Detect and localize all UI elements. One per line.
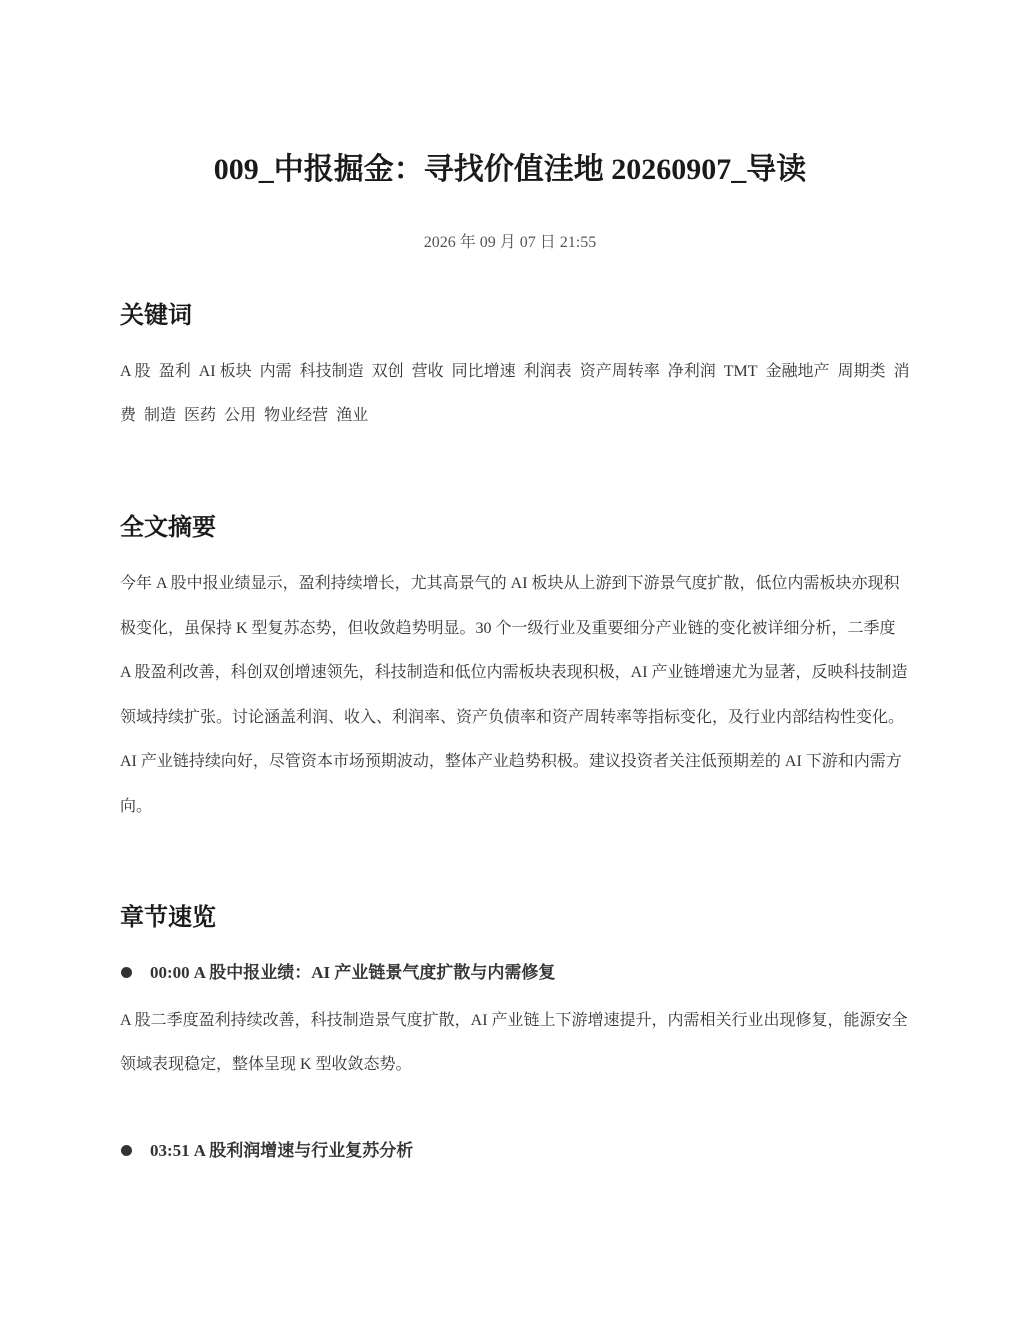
keyword-tag: 公用 <box>224 407 257 424</box>
chapters-heading: 章节速览 <box>120 905 216 931</box>
keywords-heading: 关键词 <box>120 303 192 329</box>
bullet-icon <box>121 1145 132 1156</box>
chapter-title <box>150 958 555 988</box>
keywords-list <box>120 350 910 438</box>
chapter-timestamp: 00:00 <box>150 963 190 982</box>
keyword-tag: 消费 <box>120 363 910 424</box>
chapter-item <box>120 958 910 1073</box>
keyword-tag: 净利润 <box>667 363 716 380</box>
keyword-tag: TMT <box>723 363 758 380</box>
chapter-title <box>150 1136 413 1166</box>
summary-paragraph: 今年 A 股中报业绩显示，盈利持续增长，尤其高景气的 AI 板块从上游到下游景气度扩散，低位内需板块亦现积极变化，虽保持 K 型复苏态势，但收敛趋势明显。30 个一级行业及重要细分产业链的变化被详细分析，二季度 A 股盈利改善，科创双创增速领先，科技制造和低位内需板块表现积极，AI 产业链增速尤为显著，反映科技制造领域持续扩张。讨论涵盖利润、收入、利润率、资产负债率和资产周转率等指标变化，及行业内部结构性变化。AI 产业链持续向好，尽管资本市场预期波动，整体产业趋势积极。建议投资者关注低预期差的 AI 下游和内需方向。 <box>120 575 908 815</box>
chapter-title-row <box>120 1136 910 1166</box>
chapter-title-text: A 股中报业绩：AI 产业链景气度扩散与内需修复 <box>193 963 556 982</box>
chapter-description: A 股二季度盈利持续改善，科技制造景气度扩散，AI 产业链上下游增速提升，内需相关行业出现修复，能源安全领域表现稳定，整体呈现 K 型收敛态势。 <box>120 1012 908 1073</box>
keyword-tag: 资产周转率 <box>579 363 660 380</box>
chapter-title-row <box>120 958 910 988</box>
keyword-tag: A 股 <box>120 363 151 380</box>
chapter-title-text: A 股利润增速与行业复苏分析 <box>193 1141 414 1160</box>
keyword-tag: 周期类 <box>837 363 886 380</box>
keyword-tag: 制造 <box>144 407 177 424</box>
keyword-tag: 金融地产 <box>765 363 830 380</box>
document-title: 009_中报掘金：寻找价值洼地 20260907_导读 <box>213 153 807 186</box>
chapter-item <box>120 1136 910 1166</box>
keyword-tag: 盈利 <box>158 363 191 380</box>
summary-heading: 全文摘要 <box>120 515 216 541</box>
keyword-tag: 双创 <box>371 363 404 380</box>
bullet-icon <box>121 967 132 978</box>
document-date: 2026 年 09 月 07 日 21:55 <box>423 234 597 251</box>
keyword-tag: 医药 <box>184 407 217 424</box>
keyword-tag: 物业经营 <box>264 407 329 424</box>
chapter-timestamp: 03:51 <box>150 1141 190 1160</box>
keyword-tag: 渔业 <box>336 407 369 424</box>
keyword-tag: 科技制造 <box>299 363 364 380</box>
keyword-tag: 同比增速 <box>451 363 516 380</box>
keyword-tag: AI 板块 <box>198 363 252 380</box>
keyword-tag: 营收 <box>411 363 444 380</box>
keyword-tag: 利润表 <box>523 363 572 380</box>
keyword-tag: 内需 <box>259 363 292 380</box>
